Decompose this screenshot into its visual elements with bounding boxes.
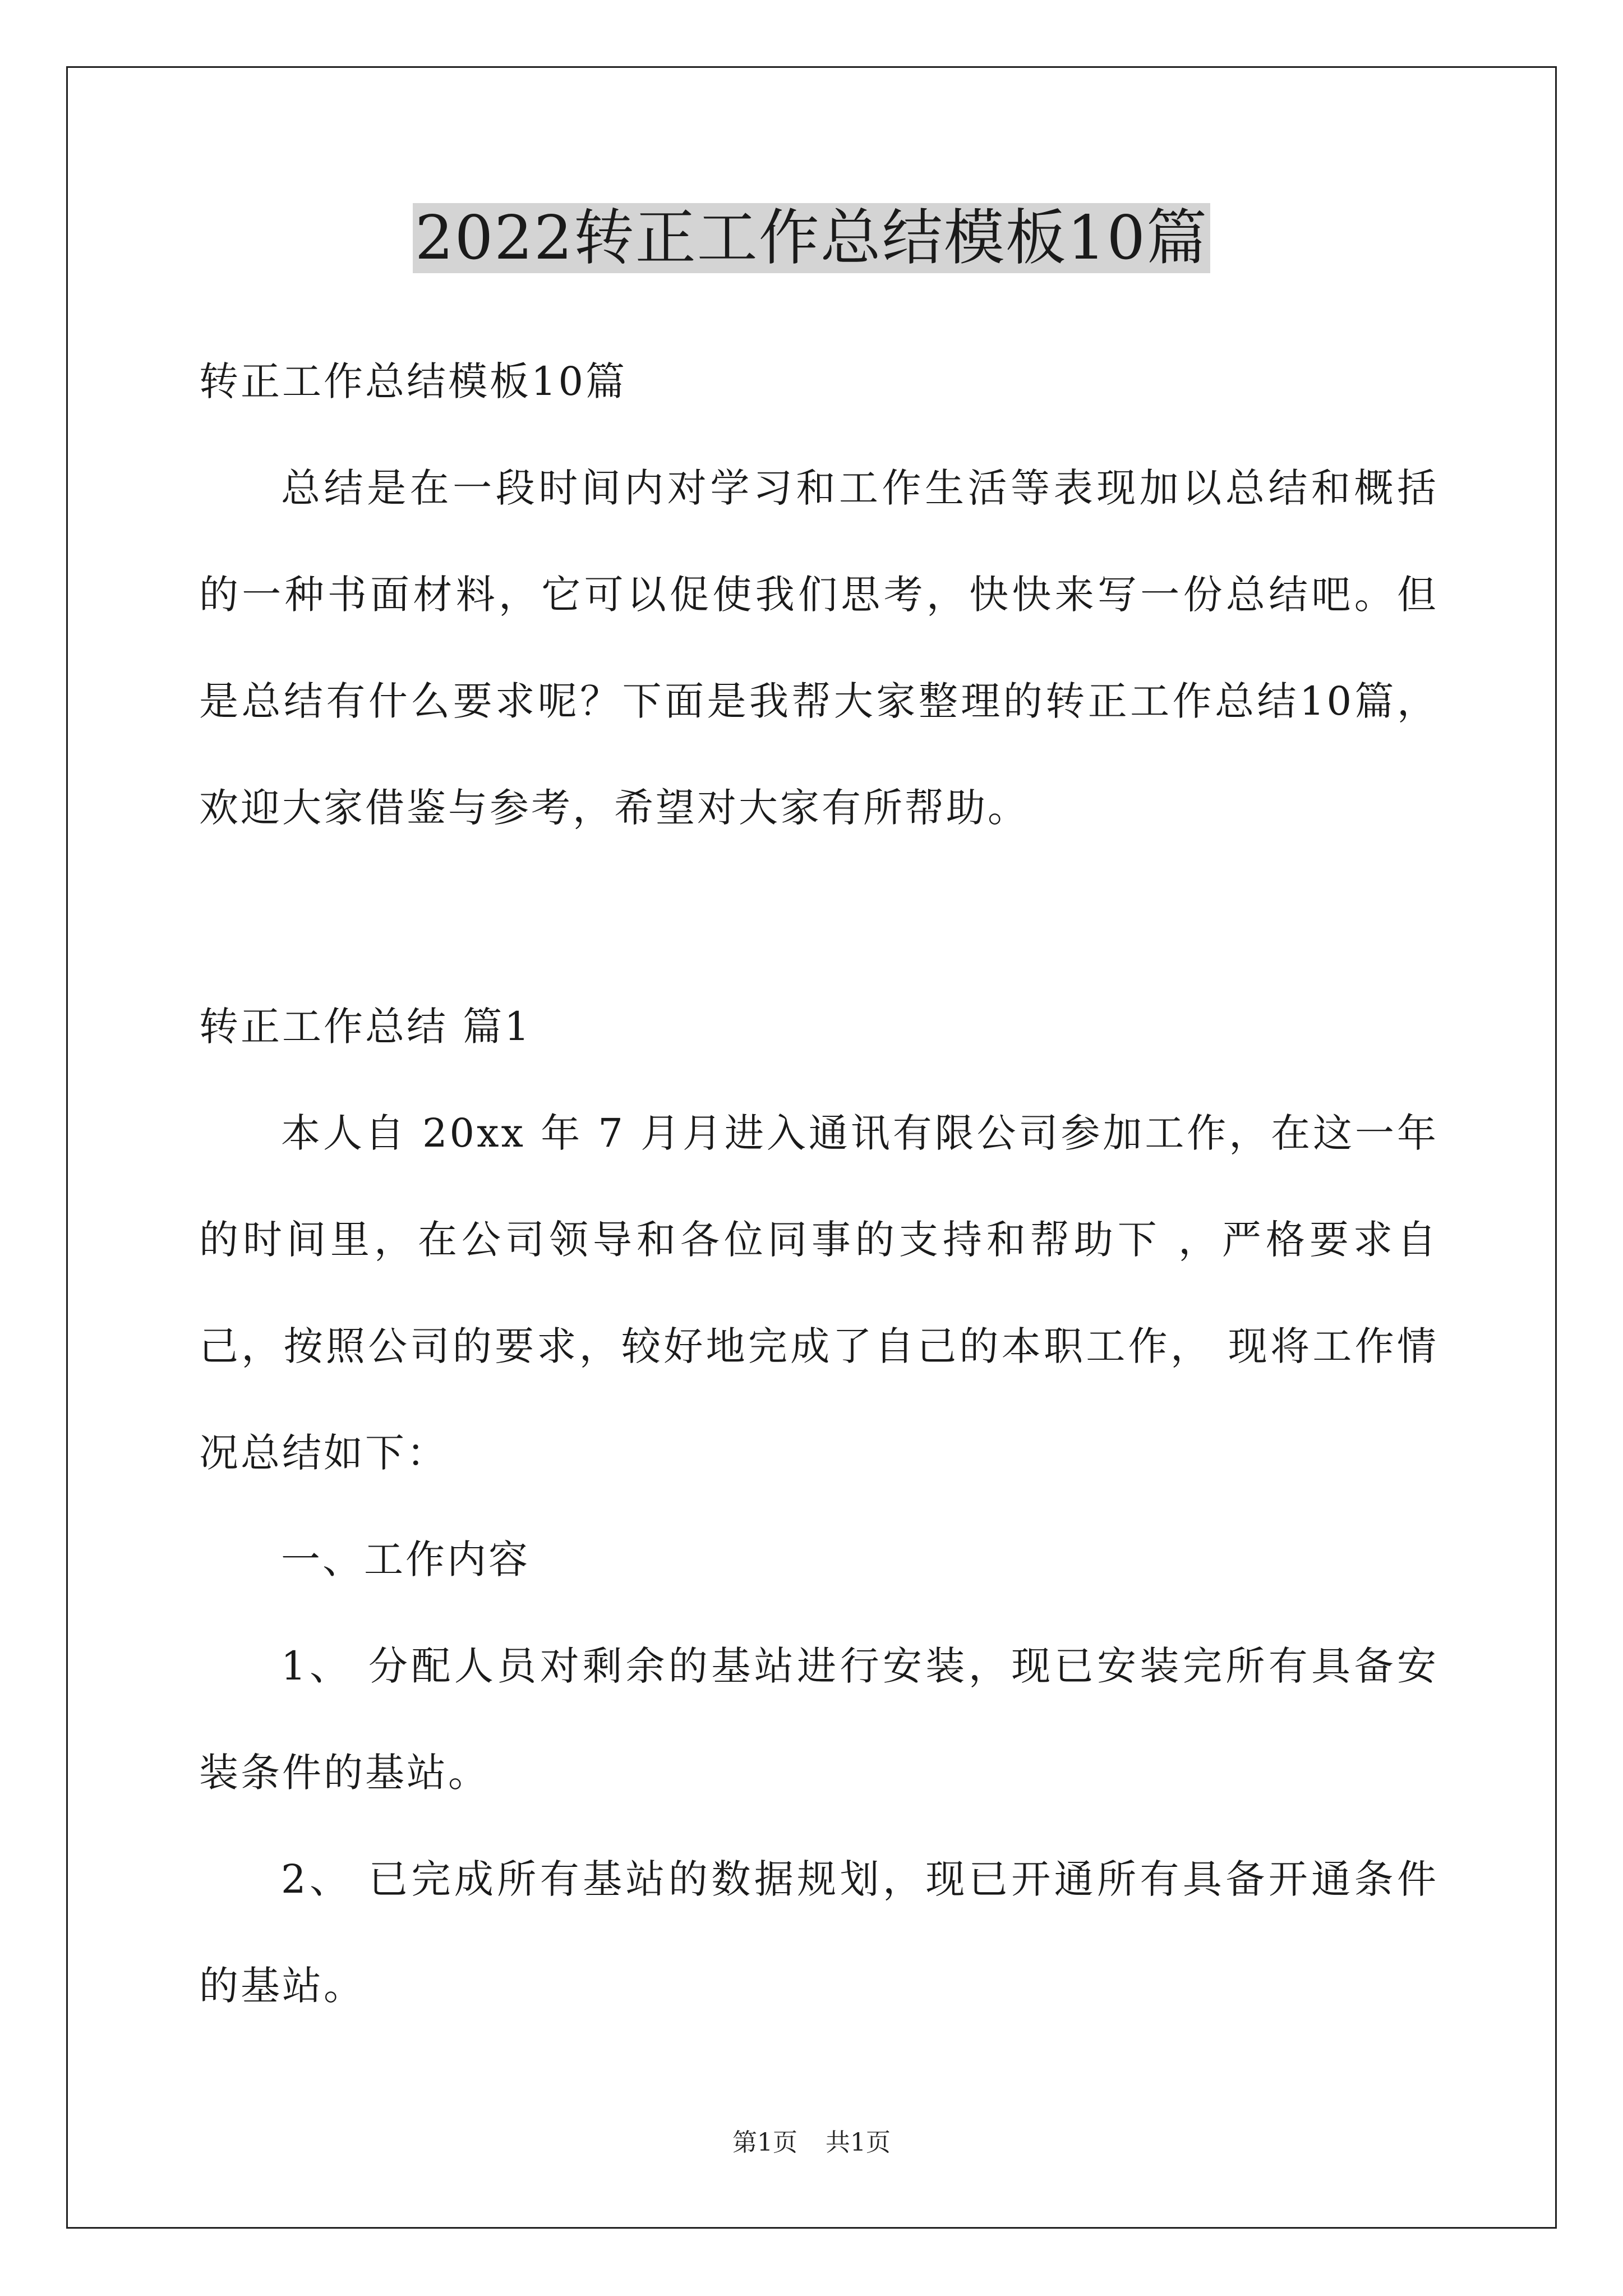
section-heading: 转正工作总结 篇1 bbox=[199, 1004, 532, 1050]
document-title bbox=[0, 199, 1623, 278]
list-item-1: 1、 分配人员对剩余的基站进行安装，现已安装完所有具备安装条件的基站。 bbox=[199, 1643, 1438, 1796]
page-footer bbox=[0, 2126, 1623, 2160]
subheading: 一、工作内容 bbox=[281, 1536, 530, 1582]
page-number: 第1页 bbox=[732, 2128, 797, 2157]
document-title-text: 2022转正工作总结模板10篇 bbox=[413, 203, 1210, 273]
page-total: 共1页 bbox=[826, 2128, 891, 2157]
list-item-2: 2、 已完成所有基站的数据规划，现已开通所有具备开通条件的基站。 bbox=[199, 1856, 1438, 2009]
body-paragraph: 本人自 20xx 年 7 月月进入通讯有限公司参加工作，在这一年的时间里，在公司领导和各位同事的支持和帮助下 ，严格要求自己，按照公司的要求，较好地完成了自己的本职工作， 现将工作情况总结如下： bbox=[199, 1110, 1438, 1476]
document-subtitle: 转正工作总结模板10篇 bbox=[199, 358, 628, 404]
intro-paragraph: 总结是在一段时间内对学习和工作生活等表现加以总结和概括的一种书面材料，它可以促使我们思考，快快来写一份总结吧。但是总结有什么要求呢？下面是我帮大家整理的转正工作总结10篇，欢迎大家借鉴与参考，希望对大家有所帮助。 bbox=[199, 465, 1438, 831]
